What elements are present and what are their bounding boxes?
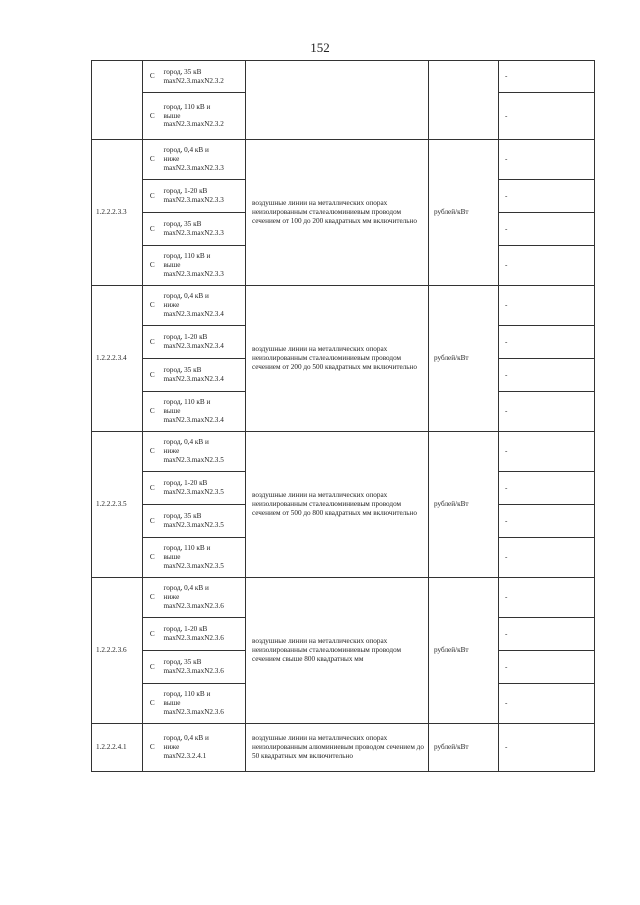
item-code-cell: 1.2.2.2.3.3 (92, 140, 143, 286)
voltage-condition-cell: город, 1-20 кВ maxN2.3.maxN2.3.6 (162, 618, 246, 651)
value-cell: - (499, 246, 595, 286)
category-flag-cell: С (143, 326, 162, 359)
item-code-cell: 1.2.2.2.3.5 (92, 432, 143, 578)
item-code-cell: 1.2.2.2.4.1 (92, 724, 143, 772)
value-cell: - (499, 432, 595, 472)
category-flag-cell: С (143, 724, 162, 772)
category-flag-cell: С (143, 359, 162, 392)
voltage-condition-cell: город, 0,4 кВ и ниже maxN2.3.maxN2.3.5 (162, 432, 246, 472)
value-cell: - (499, 93, 595, 140)
tariff-table-body (92, 61, 595, 772)
description-cell: воздушные линии на металлических опорах неизолированным алюминиевым проводом сечением до 50 квадратных мм включительно (246, 724, 429, 772)
category-flag-cell: С (143, 392, 162, 432)
category-flag-cell: С (143, 472, 162, 505)
description-cell (246, 61, 429, 140)
value-cell: - (499, 326, 595, 359)
voltage-condition-cell: город, 0,4 кВ и ниже maxN2.3.maxN2.3.3 (162, 140, 246, 180)
category-flag-cell: С (143, 180, 162, 213)
voltage-condition-cell: город, 35 кВ maxN2.3.maxN2.3.3 (162, 213, 246, 246)
value-cell: - (499, 61, 595, 93)
unit-cell: рублей/кВт (429, 432, 499, 578)
voltage-condition-cell: город, 110 кВ и выше maxN2.3.maxN2.3.2 (162, 93, 246, 140)
voltage-condition-cell: город, 110 кВ и выше maxN2.3.maxN2.3.4 (162, 392, 246, 432)
voltage-condition-cell: город, 110 кВ и выше maxN2.3.maxN2.3.3 (162, 246, 246, 286)
value-cell: - (499, 578, 595, 618)
voltage-condition-cell: город, 0,4 кВ и ниже maxN2.3.maxN2.3.6 (162, 578, 246, 618)
voltage-condition-cell: город, 0,4 кВ и ниже maxN2.3.2.4.1 (162, 724, 246, 772)
unit-cell: рублей/кВт (429, 286, 499, 432)
value-cell: - (499, 684, 595, 724)
category-flag-cell: С (143, 246, 162, 286)
item-code-cell (92, 61, 143, 140)
value-cell: - (499, 140, 595, 180)
voltage-condition-cell: город, 110 кВ и выше maxN2.3.maxN2.3.6 (162, 684, 246, 724)
value-cell: - (499, 472, 595, 505)
voltage-condition-cell: город, 1-20 кВ maxN2.3.maxN2.3.4 (162, 326, 246, 359)
category-flag-cell: С (143, 578, 162, 618)
tariff-table (91, 60, 595, 772)
value-cell: - (499, 538, 595, 578)
category-flag-cell: С (143, 618, 162, 651)
item-code-cell: 1.2.2.2.3.6 (92, 578, 143, 724)
value-cell: - (499, 213, 595, 246)
voltage-condition-cell: город, 35 кВ maxN2.3.maxN2.3.5 (162, 505, 246, 538)
item-code-cell: 1.2.2.2.3.4 (92, 286, 143, 432)
table-row (92, 578, 595, 618)
value-cell: - (499, 618, 595, 651)
description-cell: воздушные линии на металлических опорах неизолированным сталеалюминиевым проводом сечением свыше 800 квадратных мм (246, 578, 429, 724)
table-row (92, 286, 595, 326)
category-flag-cell: С (143, 286, 162, 326)
table-row (92, 61, 595, 93)
category-flag-cell: С (143, 651, 162, 684)
voltage-condition-cell: город, 35 кВ maxN2.3.maxN2.3.2 (162, 61, 246, 93)
voltage-condition-cell: город, 110 кВ и выше maxN2.3.maxN2.3.5 (162, 538, 246, 578)
value-cell: - (499, 392, 595, 432)
voltage-condition-cell: город, 0,4 кВ и ниже maxN2.3.maxN2.3.4 (162, 286, 246, 326)
category-flag-cell: С (143, 684, 162, 724)
value-cell: - (499, 286, 595, 326)
voltage-condition-cell: город, 35 кВ maxN2.3.maxN2.3.6 (162, 651, 246, 684)
voltage-condition-cell: город, 35 кВ maxN2.3.maxN2.3.4 (162, 359, 246, 392)
voltage-condition-cell: город, 1-20 кВ maxN2.3.maxN2.3.3 (162, 180, 246, 213)
category-flag-cell: С (143, 213, 162, 246)
category-flag-cell: С (143, 140, 162, 180)
value-cell: - (499, 724, 595, 772)
category-flag-cell: С (143, 93, 162, 140)
table-row (92, 140, 595, 180)
category-flag-cell: С (143, 505, 162, 538)
category-flag-cell: С (143, 538, 162, 578)
value-cell: - (499, 180, 595, 213)
category-flag-cell: С (143, 61, 162, 93)
description-cell: воздушные линии на металлических опорах неизолированным сталеалюминиевым проводом сечением от 500 до 800 квадратных мм включительно (246, 432, 429, 578)
value-cell: - (499, 359, 595, 392)
page-number: 152 (310, 40, 330, 55)
value-cell: - (499, 505, 595, 538)
description-cell: воздушные линии на металлических опорах неизолированным сталеалюминиевым проводом сечением от 100 до 200 квадратных мм включительно (246, 140, 429, 286)
unit-cell: рублей/кВт (429, 140, 499, 286)
category-flag-cell: С (143, 432, 162, 472)
value-cell: - (499, 651, 595, 684)
unit-cell: рублей/кВт (429, 724, 499, 772)
unit-cell: рублей/кВт (429, 578, 499, 724)
table-row (92, 432, 595, 472)
voltage-condition-cell: город, 1-20 кВ maxN2.3.maxN2.3.5 (162, 472, 246, 505)
unit-cell (429, 61, 499, 140)
table-row (92, 724, 595, 772)
description-cell: воздушные линии на металлических опорах неизолированным сталеалюминиевым проводом сечением от 200 до 500 квадратных мм включительно (246, 286, 429, 432)
